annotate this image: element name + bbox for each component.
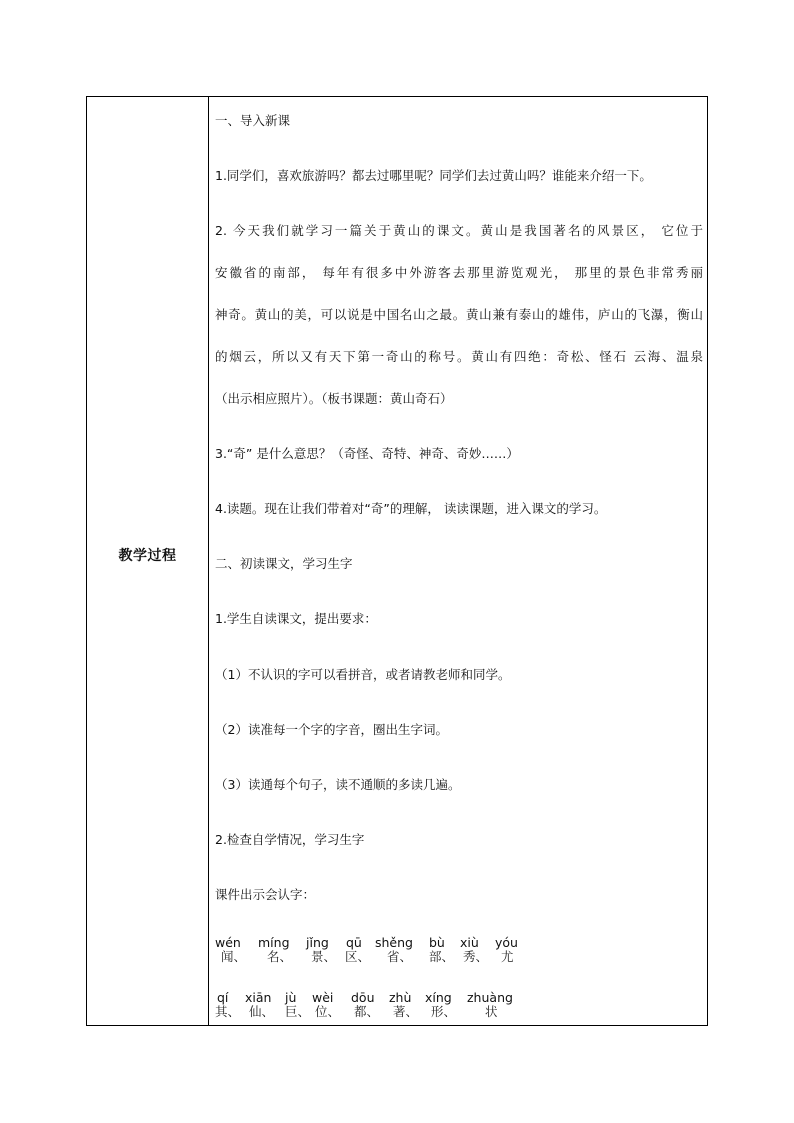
teaching-process-label: 教学过程 — [118, 548, 177, 564]
paragraph-6: （1）不认识的字可以看拼音，或者请教老师和同学。 — [215, 667, 511, 682]
paragraph-9: 2.检查自学情况，学习生字 — [215, 832, 365, 847]
hanzi: 著、 — [393, 1004, 419, 1019]
pinyin: qū — [346, 935, 362, 950]
paragraph-10: 课件出示会认字： — [215, 887, 316, 902]
paragraph-3: 3.“奇” 是什么意思？（奇怪、奇特、神奇、奇妙……） — [215, 446, 519, 461]
paragraph-1: 1.同学们，喜欢旅游吗？都去过哪里呢？同学们去过黄山吗？谁能来介绍一下。 — [215, 168, 652, 183]
paragraph-2-line-2: 安徽省的南部， 每年有很多中外游客去那里游览观光， 那里的景色非常秀丽 — [215, 265, 703, 280]
section-1-title: 一、导入新课 — [215, 113, 291, 128]
pinyin: xíng — [425, 990, 452, 1005]
section-2-title: 二、初读课文，学习生字 — [215, 556, 353, 571]
hanzi: 区、 — [345, 949, 371, 964]
hanzi: 闻、 — [221, 949, 247, 964]
hanzi: 仙、 — [249, 1004, 275, 1019]
pinyin: zhuàng — [467, 990, 513, 1005]
hanzi: 形、 — [431, 1004, 457, 1019]
hanzi: 位、 — [315, 1004, 341, 1019]
pinyin: jù — [285, 990, 297, 1005]
paragraph-5: 1.学生自读课文，提出要求： — [215, 611, 377, 626]
pinyin: míng — [258, 935, 290, 950]
pinyin-row-1 — [215, 935, 615, 965]
pinyin: zhù — [389, 990, 412, 1005]
paragraph-2-line-1: 2. 今天我们就学习一篇关于黄山的课文。黄山是我国著名的风景区， 它位于 — [215, 223, 703, 238]
paragraph-8: （3）读通每个句子，读不通顺的多读几遍。 — [215, 777, 461, 792]
hanzi: 尤 — [501, 949, 514, 964]
pinyin: bù — [429, 935, 445, 950]
hanzi: 其、 — [215, 1004, 241, 1019]
hanzi: 名、 — [267, 949, 293, 964]
hanzi: 状 — [485, 1004, 498, 1019]
hanzi: 省、 — [387, 949, 413, 964]
column-divider — [208, 97, 209, 1025]
pinyin: jǐng — [306, 935, 329, 950]
paragraph-2-line-4: 的烟云，所以又有天下第一奇山的称号。黄山有四绝：奇松、怪石 云海、温泉 — [215, 349, 703, 364]
pinyin: yóu — [495, 935, 518, 950]
pinyin: wèi — [312, 990, 334, 1005]
hanzi: 巨、 — [285, 1004, 311, 1019]
pinyin: xiān — [245, 990, 272, 1005]
hanzi: 秀、 — [463, 949, 489, 964]
hanzi: 景、 — [311, 949, 337, 964]
pinyin: wén — [215, 935, 241, 950]
hanzi: 部、 — [429, 949, 455, 964]
paragraph-4: 4.读题。现在让我们带着对“奇”的理解， 读读课题，进入课文的学习。 — [215, 501, 607, 516]
paragraph-2-line-5: （出示相应照片）。（板书课题：黄山奇石） — [215, 391, 453, 406]
pinyin-row-2 — [215, 990, 615, 1020]
pinyin: xiù — [460, 935, 479, 950]
pinyin: qí — [217, 990, 229, 1005]
paragraph-7: （2）读准每一个字的字音，圈出生字词。 — [215, 722, 448, 737]
pinyin: dōu — [351, 990, 375, 1005]
paragraph-2-line-3: 神奇。黄山的美，可以说是中国名山之最。黄山兼有泰山的雄伟，庐山的飞瀑，衡山 — [215, 307, 703, 322]
hanzi: 都、 — [354, 1004, 380, 1019]
pinyin: shěng — [375, 935, 413, 950]
lesson-plan-table — [86, 96, 708, 1026]
